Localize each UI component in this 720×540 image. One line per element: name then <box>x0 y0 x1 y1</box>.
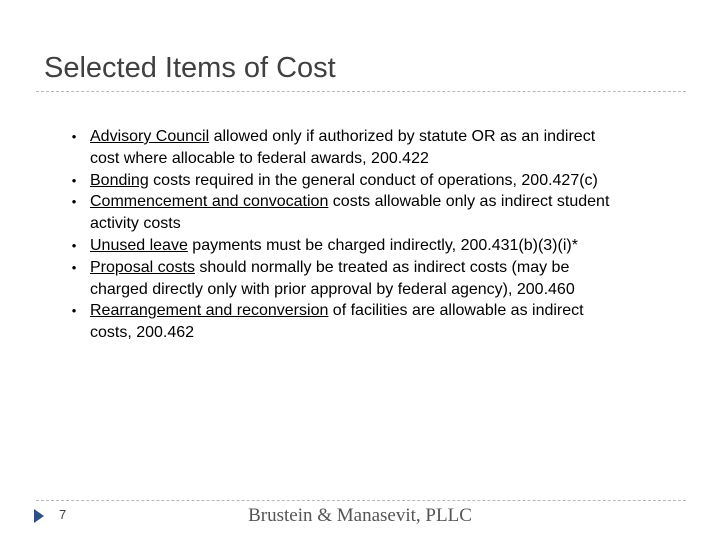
list-item-commencement <box>68 191 628 235</box>
item-term: Unused leave <box>90 236 188 254</box>
title-divider <box>36 91 686 92</box>
cost-items-list <box>68 126 628 344</box>
slide-title: Selected Items of Cost <box>44 52 336 84</box>
bullet-icon: • <box>71 129 77 144</box>
bullet-icon: • <box>71 237 77 253</box>
footer-divider <box>36 500 686 501</box>
list-item-bonding <box>68 170 628 192</box>
item-description: costs allowable only as indirect student activity costs <box>90 193 610 233</box>
page-number: 7 <box>59 507 67 522</box>
list-item-unused-leave <box>68 235 628 257</box>
item-term: Bonding <box>90 171 149 189</box>
bullet-icon: • <box>71 259 77 275</box>
item-description: should normally be treated as indirect costs (may be charged directly only with prior approval by federal agency), 200.460 <box>90 258 575 298</box>
item-term: Advisory Council <box>90 128 210 145</box>
bullet-icon: • <box>71 172 77 188</box>
bullet-icon: • <box>71 303 77 319</box>
footer-company-name: Brustein & Manasevit, PLLC <box>248 505 472 526</box>
item-term: Commencement and convocation <box>90 193 329 211</box>
item-description: costs required in the general conduct of operations, 200.427(c) <box>148 171 598 189</box>
item-description: of facilities are allowable as indirect costs, 200.462 <box>90 302 584 342</box>
item-term: Rearrangement and reconversion <box>90 302 329 320</box>
item-description: allowed only if authorized by statute OR as an indirect cost where allocable to federal awards, 200.422 <box>90 128 596 167</box>
list-item-proposal-costs <box>68 257 628 301</box>
list-item-advisory-council <box>68 126 628 170</box>
item-term: Proposal costs <box>90 258 195 276</box>
item-description: payments must be charged indirectly, 200.431(b)(3)(i)* <box>187 236 578 254</box>
bullet-icon: • <box>71 194 77 210</box>
list-item-rearrangement <box>68 300 628 344</box>
